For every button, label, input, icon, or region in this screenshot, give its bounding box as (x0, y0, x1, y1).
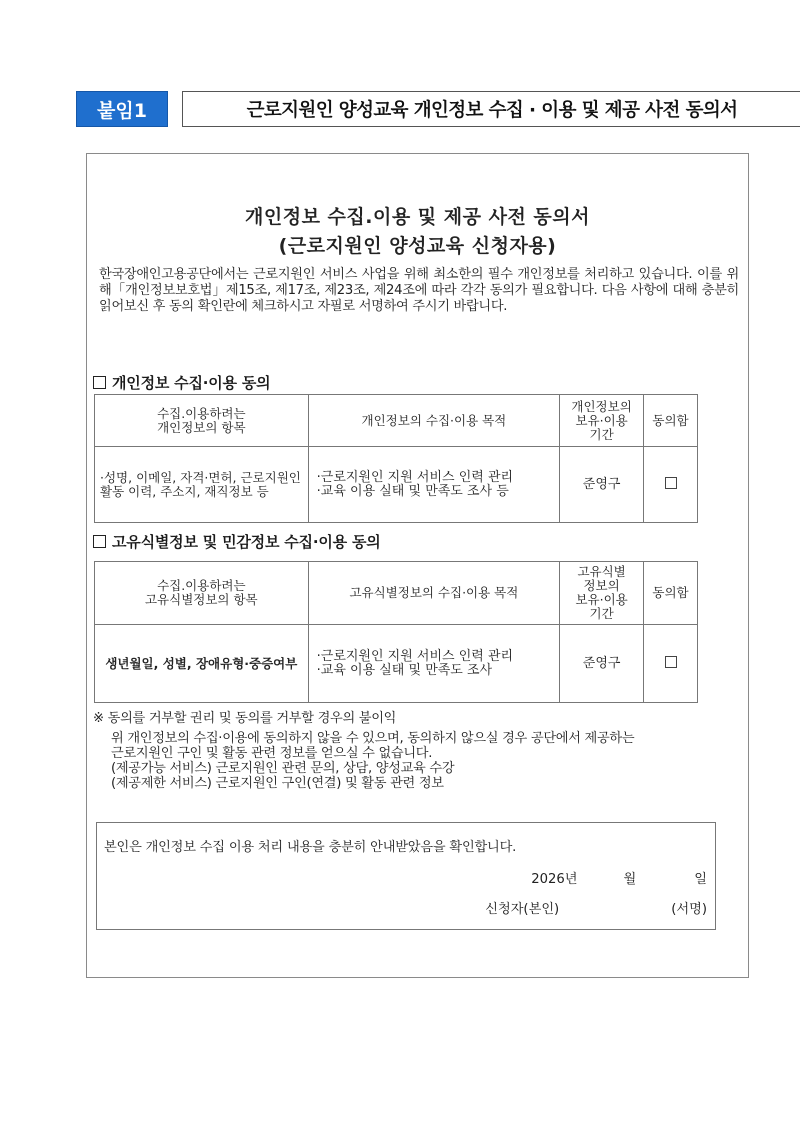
header-line: 정보의 (583, 578, 620, 593)
confirmation-text: 본인은 개인정보 수집 이용 처리 내용을 충분히 안내받았음을 확인합니다. (104, 840, 517, 855)
document-subtitle: (근로지원인 양성교육 신청자용) (278, 235, 557, 257)
agree-cell (644, 625, 698, 703)
period-cell: 준영구 (560, 625, 644, 703)
header-line: 기간 (589, 426, 614, 442)
table-header-row (95, 395, 698, 447)
signature-field[interactable]: (서명) (671, 902, 707, 917)
agree-cell (644, 447, 698, 523)
header-purpose: 개인정보의 수집·이용 목적 (308, 395, 560, 447)
attachment-badge: 붙임1 (76, 91, 168, 127)
agree-checkbox-1[interactable] (665, 477, 677, 489)
purpose-cell (308, 447, 560, 523)
personal-info-table (94, 394, 698, 523)
header-line: 기간 (589, 606, 614, 621)
consent-form (86, 153, 749, 978)
notice-line: (제공가능 서비스) 근로지원인 관련 문의, 상담, 양성교육 수강 (111, 761, 455, 776)
notice-body (93, 731, 733, 791)
notice-line: (제공제한 서비스) 근로지원인 구인(연결) 및 활동 관련 정보 (111, 776, 444, 791)
applicant-label: 신청자(본인) (485, 902, 560, 917)
refusal-notice (93, 710, 733, 791)
period-cell: 준영구 (560, 447, 644, 523)
table-row (95, 447, 698, 523)
confirmation-box (96, 822, 716, 930)
table-header-row (95, 562, 698, 625)
purpose-line: ·교육 이용 실태 및 만족도 조사 등 (316, 483, 509, 499)
checkbox-square-icon (93, 535, 106, 548)
header-line: 수집.이용하려는 (157, 578, 246, 593)
year-field[interactable]: 2026년 (531, 872, 578, 887)
header-agree: 동의함 (644, 562, 698, 625)
purpose-line: ·교육 이용 실태 및 만족도 조사 (316, 662, 493, 678)
header-period (560, 395, 644, 447)
intro-paragraph: 한국장애인고용공단에서는 근로지원인 서비스 사업을 위해 최소한의 필수 개인정보를 처리하고 있습니다. 이를 위해「개인정보보호법」제15조, 제17조, 제23조, 제24조에 따라 각각 동의가 필요합니다. 다음 사항에 대해 충분히 읽어보신 후 동의 확인란에 체크하시고 자필로 서명하여 주시기 바랍니다. (99, 267, 739, 314)
attachment-header (76, 91, 738, 127)
unique-id-info-table (94, 561, 698, 703)
header-line: 개인정보의 (571, 398, 632, 414)
document-title: 개인정보 수집.이용 및 제공 사전 동의서 (245, 206, 590, 228)
date-row (531, 868, 707, 887)
header-purpose: 고유식별정보의 수집·이용 목적 (308, 562, 560, 625)
notice-line: 근로지원인 구인 및 활동 관련 정보를 얻으실 수 없습니다. (111, 746, 433, 761)
header-line: 개인정보의 항목 (157, 419, 246, 435)
purpose-line: ·근로지원인 지원 서비스 인력 관리 (316, 469, 514, 485)
signature-row (485, 898, 707, 917)
header-period (560, 562, 644, 625)
items-cell: 생년월일, 성별, 장애유형·중증여부 (95, 625, 309, 703)
purpose-cell (308, 625, 560, 703)
table-row (95, 625, 698, 703)
day-field[interactable]: 일 (694, 872, 707, 887)
header-line: 고유식별정보의 항목 (144, 592, 258, 607)
purpose-line: ·근로지원인 지원 서비스 인력 관리 (316, 648, 514, 664)
header-line: 보유·이용 (575, 412, 628, 428)
section1-heading (93, 372, 270, 393)
notice-heading: ※ 동의를 거부할 권리 및 동의를 거부할 경우의 불이익 (93, 711, 397, 726)
attachment-title: 근로지원인 양성교육 개인정보 수집 · 이용 및 제공 사전 동의서 (182, 91, 800, 127)
items-cell: ·성명, 이메일, 자격·면허, 근로지원인 활동 이력, 주소지, 재직정보 등 (95, 447, 309, 523)
section1-heading-label: 개인정보 수집·이용 동의 (112, 374, 271, 392)
header-line: 고유식별 (577, 564, 626, 579)
section2-heading (93, 531, 381, 552)
month-field[interactable]: 월 (623, 872, 637, 887)
checkbox-square-icon (93, 376, 106, 389)
notice-line: 위 개인정보의 수집·이용에 동의하지 않을 수 있으며, 동의하지 않으실 경우 공단에서 제공하는 (111, 731, 635, 746)
agree-checkbox-2[interactable] (665, 656, 677, 668)
header-line: 수집.이용하려는 (157, 405, 246, 421)
header-items (95, 395, 309, 447)
header-agree: 동의함 (644, 395, 698, 447)
section2-heading-label: 고유식별정보 및 민감정보 수집·이용 동의 (112, 533, 381, 551)
header-items (95, 562, 309, 625)
header-line: 보유·이용 (575, 592, 628, 607)
